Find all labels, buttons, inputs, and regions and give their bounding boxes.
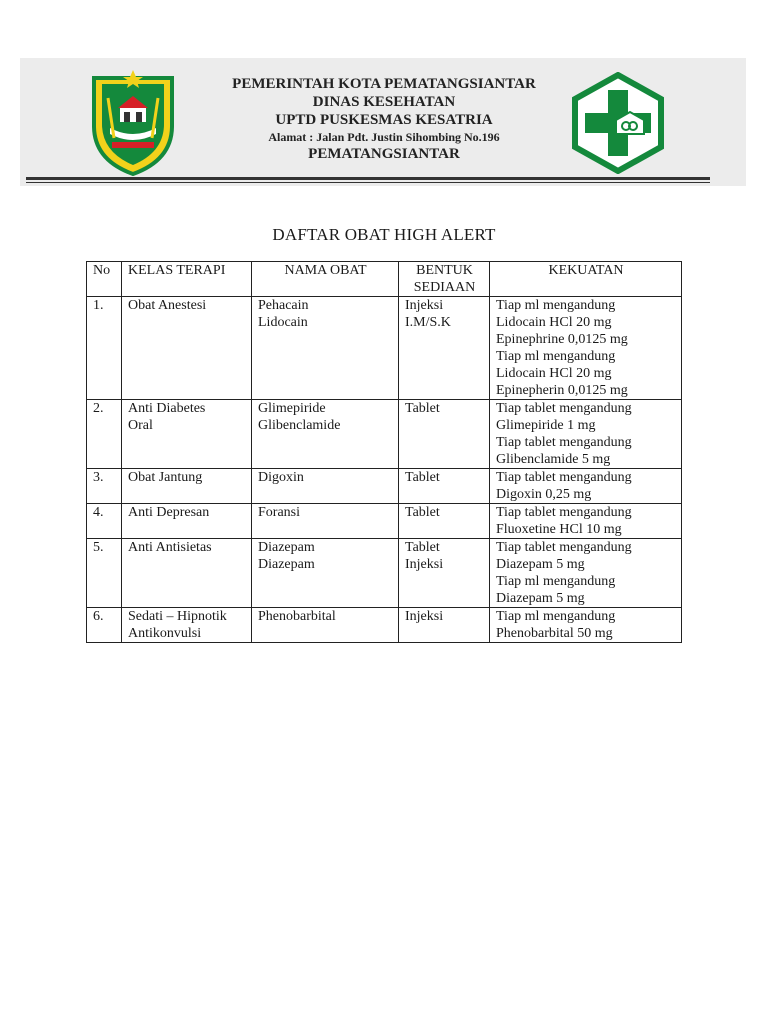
- cell-bentuk-sediaan: [399, 608, 490, 643]
- gov-name: PEMERINTAH KOTA PEMATANGSIANTAR: [232, 76, 536, 92]
- cell-nama-obat-line: Digoxin: [258, 470, 304, 485]
- cell-bentuk-sediaan-line: Tablet: [405, 401, 440, 416]
- table-row: [87, 608, 682, 643]
- cell-kelas-terapi-line: Antikonvulsi: [128, 626, 202, 641]
- table-header-row: [87, 262, 682, 297]
- cell-bentuk-sediaan-line: Injeksi: [405, 557, 444, 572]
- document-title: DAFTAR OBAT HIGH ALERT: [272, 225, 496, 244]
- cell-kelas-terapi-line: Oral: [128, 418, 153, 433]
- cell-kekuatan-line: Diazepam 5 mg: [496, 591, 585, 606]
- cell-bentuk-sediaan-line: I.M/S.K: [405, 315, 451, 330]
- cell-nama-obat-line: Diazepam: [258, 557, 315, 572]
- cell-kelas-terapi: [122, 539, 252, 608]
- header-nama-obat: NAMA OBAT: [252, 262, 399, 297]
- cell-bentuk-sediaan-line: Injeksi: [405, 298, 444, 313]
- cell-kelas-terapi-line: Sedati – Hipnotik: [128, 609, 227, 624]
- cell-kekuatan-line: Digoxin 0,25 mg: [496, 487, 592, 502]
- cell-kekuatan-line: Epinephrine 0,0125 mg: [496, 332, 628, 347]
- cell-kelas-terapi-line: Obat Anestesi: [128, 298, 207, 313]
- cell-nama-obat-line: Glimepiride: [258, 401, 326, 416]
- city-name: PEMATANGSIANTAR: [308, 146, 460, 162]
- header-no: No: [87, 262, 122, 297]
- cell-kekuatan-line: Tiap ml mengandung: [496, 349, 616, 364]
- cell-nama-obat-line: Phenobarbital: [258, 609, 336, 624]
- cell-kelas-terapi-line: Anti Antisietas: [128, 540, 212, 555]
- cell-kekuatan-line: Tiap tablet mengandung: [496, 401, 632, 416]
- letterhead-rule-thick: [26, 177, 710, 180]
- cell-kekuatan: [490, 608, 682, 643]
- cell-kekuatan: [490, 297, 682, 400]
- table-row: [87, 539, 682, 608]
- cell-kekuatan-line: Tiap ml mengandung: [496, 574, 616, 589]
- table-row: [87, 297, 682, 400]
- letterhead-rule-thin: [26, 182, 710, 183]
- cell-bentuk-sediaan-line: Tablet: [405, 505, 440, 520]
- header-bentuk-sediaan: [399, 262, 490, 297]
- cell-no: 6.: [87, 608, 122, 643]
- cell-kekuatan-line: Epinepherin 0,0125 mg: [496, 383, 628, 398]
- cell-bentuk-sediaan: [399, 400, 490, 469]
- cell-kekuatan-line: Phenobarbital 50 mg: [496, 626, 613, 641]
- cell-nama-obat-line: Pehacain: [258, 298, 309, 313]
- high-alert-drug-table: [86, 261, 682, 643]
- cell-nama-obat: [252, 297, 399, 400]
- table-row: [87, 469, 682, 504]
- cell-kekuatan-line: Fluoxetine HCl 10 mg: [496, 522, 622, 537]
- table-row: [87, 400, 682, 469]
- header-bentuk-line1: BENTUK: [416, 263, 473, 278]
- puskesmas-name: UPTD PUSKESMAS KESATRIA: [275, 112, 493, 128]
- cell-kelas-terapi: [122, 504, 252, 539]
- cell-no: 5.: [87, 539, 122, 608]
- cell-nama-obat: [252, 608, 399, 643]
- cell-kekuatan-line: Tiap tablet mengandung: [496, 505, 632, 520]
- cell-kekuatan-line: Glibenclamide 5 mg: [496, 452, 611, 467]
- cell-kekuatan: [490, 400, 682, 469]
- cell-kekuatan-line: Lidocain HCl 20 mg: [496, 315, 612, 330]
- cell-bentuk-sediaan-line: Tablet: [405, 540, 440, 555]
- cell-nama-obat: [252, 469, 399, 504]
- header-kelas-terapi: KELAS TERAPI: [122, 262, 252, 297]
- cell-kekuatan-line: Lidocain HCl 20 mg: [496, 366, 612, 381]
- cell-no: 1.: [87, 297, 122, 400]
- puskesmas-cross-icon: [570, 72, 666, 174]
- cell-nama-obat-line: Diazepam: [258, 540, 315, 555]
- cell-bentuk-sediaan: [399, 469, 490, 504]
- address: Alamat : Jalan Pdt. Justin Sihombing No.196: [268, 130, 500, 144]
- cell-bentuk-sediaan-line: Tablet: [405, 470, 440, 485]
- cell-nama-obat: [252, 400, 399, 469]
- cell-no: 2.: [87, 400, 122, 469]
- cell-kelas-terapi: [122, 608, 252, 643]
- cell-nama-obat-line: Lidocain: [258, 315, 308, 330]
- header-kekuatan: KEKUATAN: [490, 262, 682, 297]
- cell-kekuatan-line: Glimepiride 1 mg: [496, 418, 596, 433]
- cell-kelas-terapi-line: Anti Diabetes: [128, 401, 206, 416]
- cell-kelas-terapi-line: Obat Jantung: [128, 470, 203, 485]
- cell-kekuatan-line: Tiap ml mengandung: [496, 298, 616, 313]
- cell-kekuatan-line: Tiap tablet mengandung: [496, 435, 632, 450]
- cell-nama-obat: [252, 504, 399, 539]
- cell-bentuk-sediaan-line: Injeksi: [405, 609, 444, 624]
- letterhead-text: [200, 75, 568, 164]
- cell-nama-obat: [252, 539, 399, 608]
- cell-kelas-terapi: [122, 297, 252, 400]
- header-bentuk-line2: SEDIAAN: [413, 280, 476, 295]
- cell-no: 3.: [87, 469, 122, 504]
- cell-kekuatan-line: Tiap ml mengandung: [496, 609, 616, 624]
- cell-kekuatan: [490, 539, 682, 608]
- department-name: DINAS KESEHATAN: [312, 94, 456, 110]
- cell-kelas-terapi: [122, 400, 252, 469]
- cell-bentuk-sediaan: [399, 504, 490, 539]
- cell-kekuatan-line: Diazepam 5 mg: [496, 557, 585, 572]
- cell-nama-obat-line: Foransi: [258, 505, 300, 520]
- cell-no: 4.: [87, 504, 122, 539]
- cell-kekuatan: [490, 469, 682, 504]
- cell-bentuk-sediaan: [399, 297, 490, 400]
- cell-kekuatan: [490, 504, 682, 539]
- cell-nama-obat-line: Glibenclamide: [258, 418, 341, 433]
- table-body: [87, 297, 682, 643]
- cell-kekuatan-line: Tiap tablet mengandung: [496, 540, 632, 555]
- cell-bentuk-sediaan: [399, 539, 490, 608]
- city-crest-icon: [88, 68, 178, 176]
- table-row: [87, 504, 682, 539]
- cell-kekuatan-line: Tiap tablet mengandung: [496, 470, 632, 485]
- cell-kelas-terapi: [122, 469, 252, 504]
- cell-kelas-terapi-line: Anti Depresan: [128, 505, 210, 520]
